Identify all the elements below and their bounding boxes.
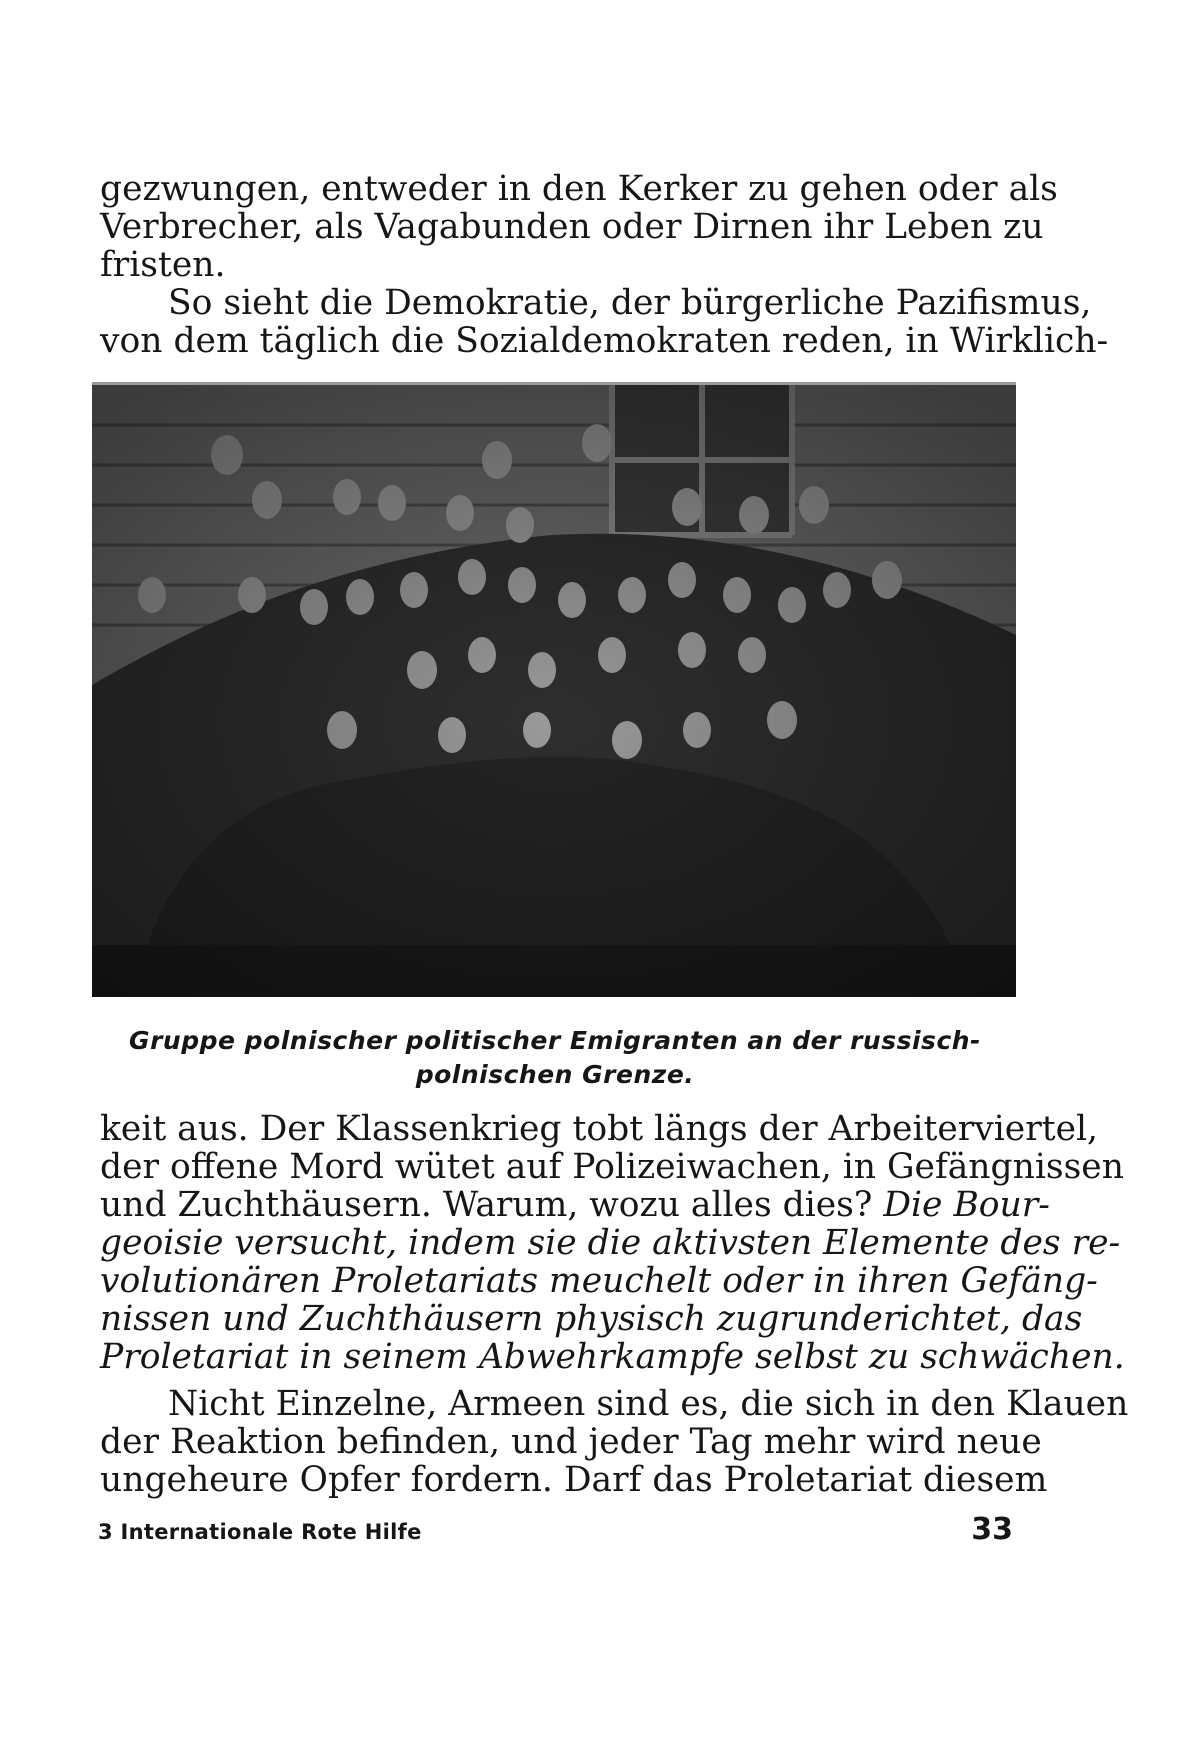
paragraph-4 [100, 1384, 1129, 1500]
text-line: keit aus. Der Klassenkrieg tobt längs der Arbeiterviertel, [100, 1109, 1098, 1149]
text-line: fristen. [100, 245, 226, 285]
text-line: Nicht Einzelne, Armeen sind es, die sich in den Klauen [168, 1384, 1129, 1424]
emphasis-text: Proletariat in seinem Abwehrkampfe selbst zu schwächen. [100, 1337, 1125, 1377]
page-number: 33 [971, 1512, 1013, 1547]
caption-line-1: Gruppe polnischer politischer Emigranten an der russisch- [129, 1026, 981, 1055]
paragraph-1 [100, 169, 1109, 361]
text-segment: und Zuchthäusern. Warum, wozu alles dies? [100, 1185, 873, 1225]
photo-caption [120, 1024, 990, 1092]
paragraph-3 [100, 1109, 1125, 1377]
emphasis-text: Die Bour- [883, 1185, 1050, 1225]
text-line: der offene Mord wütet auf Polizeiwachen, in Gefängnissen [100, 1147, 1124, 1187]
text-line [100, 1223, 1121, 1263]
text-line [100, 1185, 1050, 1225]
caption-line-2: polnischen Grenze. [415, 1060, 695, 1089]
photo-rendering [92, 385, 1016, 997]
text-line: der Reaktion befinden, und jeder Tag mehr wird neue [100, 1422, 1042, 1462]
paragraph-2-line: So sieht die Demokratie, der bürgerliche Pazifismus, [168, 283, 1092, 323]
emphasis-text: geoisie versucht, indem sie die aktivsten Elemente des re- [100, 1223, 1121, 1263]
text-line [100, 1337, 1125, 1377]
print-signature: 3 Internationale Rote Hilfe [98, 1520, 422, 1544]
text-line [100, 1261, 1098, 1301]
page-footer [98, 1512, 1013, 1552]
text-line: gezwungen, entweder in den Kerker zu gehen oder als [100, 169, 1058, 209]
text-line: ungeheure Opfer fordern. Darf das Proletariat diesem [100, 1460, 1048, 1500]
text-line: Verbrecher, als Vagabunden oder Dirnen ihr Leben zu [100, 207, 1044, 247]
text-line [100, 1299, 1083, 1339]
group-photograph [92, 382, 1016, 997]
emphasis-text: nissen und Zuchthäusern physisch zugrunderichtet, das [100, 1299, 1083, 1339]
paragraph-2-line: von dem täglich die Sozialdemokraten reden, in Wirklich- [100, 321, 1109, 361]
emphasis-text: volutionären Proletariats meuchelt oder in ihren Gefäng- [100, 1261, 1098, 1301]
